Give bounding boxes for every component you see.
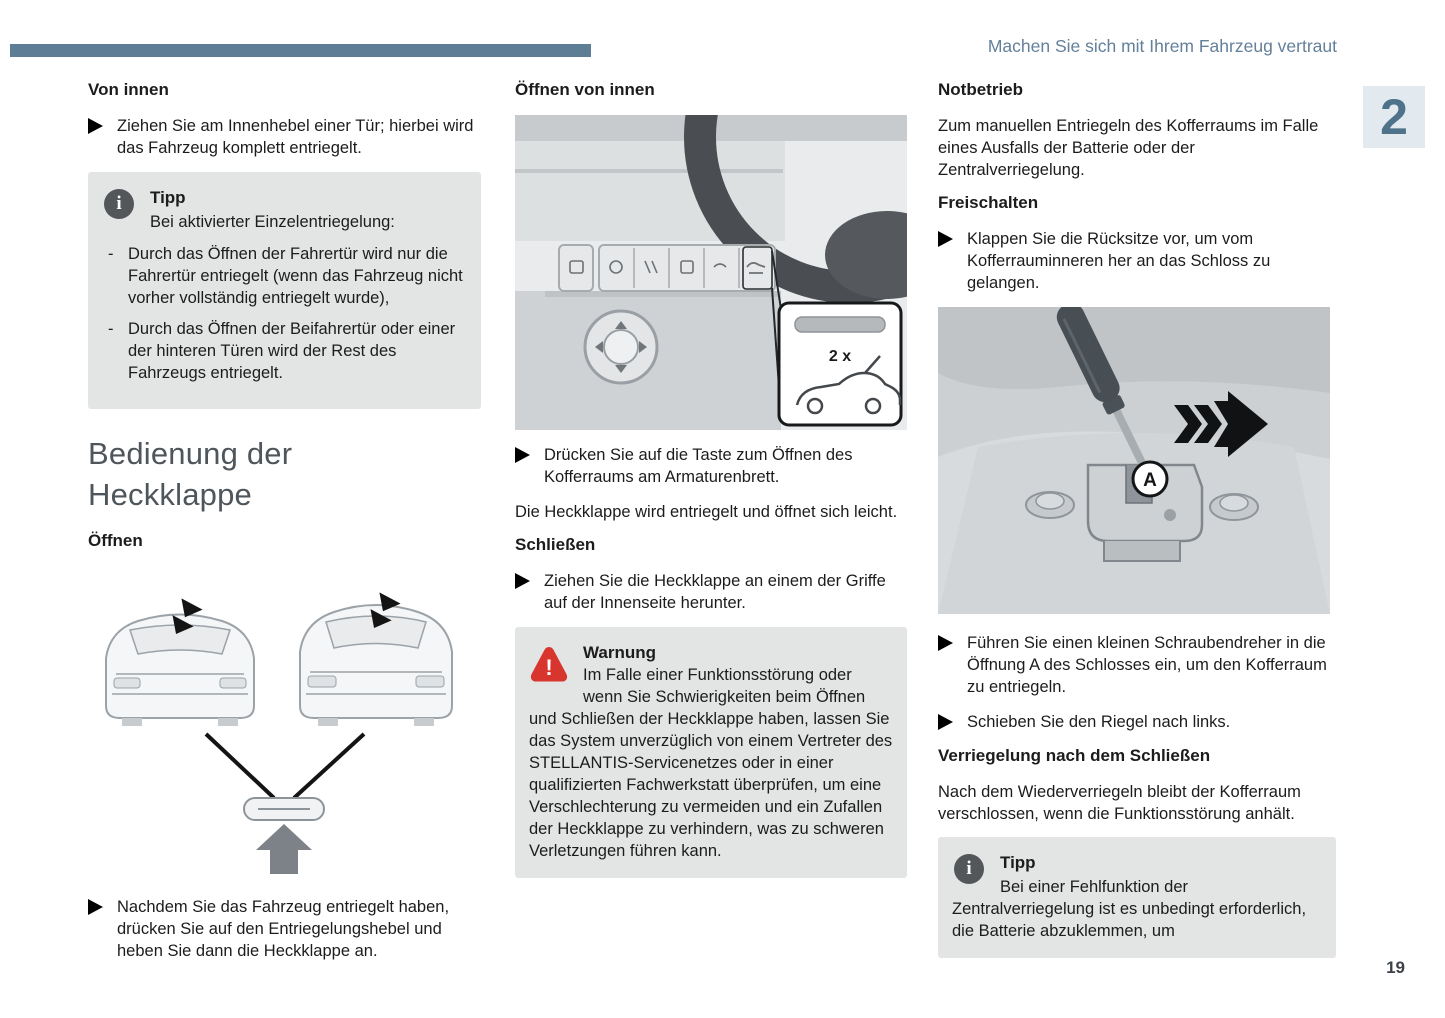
column-right bbox=[938, 80, 1336, 958]
info-icon: i bbox=[104, 189, 134, 219]
cars-remote-illustration bbox=[88, 566, 481, 882]
tip-list bbox=[102, 243, 467, 384]
tip-title: Tipp bbox=[1000, 853, 1036, 872]
chapter-number-tab: 2 bbox=[1363, 86, 1425, 148]
bullet-arrow-icon bbox=[938, 231, 953, 247]
warning-icon bbox=[529, 644, 569, 684]
dashboard-button-strip bbox=[559, 245, 775, 291]
bullet-text: Klappen Sie die Rücksitze vor, um vom Kofferrauminneren her an das Schloss zu gelangen. bbox=[967, 230, 1271, 292]
pointer-line bbox=[294, 734, 364, 798]
column-left bbox=[88, 80, 481, 975]
lock-illustration bbox=[938, 307, 1330, 614]
column-middle bbox=[515, 80, 907, 878]
section-title: Bedienung der Heckklappe bbox=[88, 436, 293, 512]
bullet-text: Nachdem Sie das Fahrzeug entriegelt haben, drücken Sie auf den Entriegelungshebel und heben Sie dann die Heckklappe an. bbox=[117, 898, 450, 960]
chapter-accent-bar bbox=[10, 44, 591, 57]
remote-button bbox=[244, 798, 324, 820]
tip-box bbox=[938, 837, 1336, 958]
bullet-arrow-icon bbox=[88, 118, 103, 134]
press-arrow-icon bbox=[256, 824, 312, 874]
bullet-arrow-icon bbox=[515, 447, 530, 463]
bullet-item bbox=[88, 115, 481, 159]
running-header: Machen Sie sich mit Ihrem Fahrzeug vertraut bbox=[987, 36, 1337, 56]
bullet-text: Führen Sie einen kleinen Schraubendreher in die Öffnung A des Schlosses ein, um den Kofferraum zu entriegeln. bbox=[967, 634, 1327, 696]
warning-glyph: ! bbox=[545, 655, 553, 680]
figure-tailgate-cars bbox=[88, 566, 481, 882]
heading-verriegelung: Verriegelung nach dem Schließen bbox=[938, 746, 1211, 765]
heading-von-innen: Von innen bbox=[88, 80, 169, 99]
tip-list-item: - Durch das Öffnen der Fahrertür wird nur die Fahrertür entriegelt (wenn das Fahrzeug nicht vorher vollständig entriegelt wurde), bbox=[102, 243, 467, 309]
bullet-item bbox=[938, 228, 1336, 294]
bullet-arrow-icon bbox=[938, 635, 953, 651]
bullet-item bbox=[515, 570, 907, 614]
tip-text: Bei einer Fehlfunktion der Zentralverriegelung ist es unbedingt erforderlich, die Batterie abzuklemmen, um bbox=[952, 878, 1307, 940]
warning-box bbox=[515, 627, 907, 878]
car-rear-left bbox=[106, 598, 254, 726]
bullet-text: Ziehen Sie die Heckklappe an einem der Griffe auf der Innenseite herunter. bbox=[544, 572, 886, 612]
pointer-line bbox=[206, 734, 274, 798]
label-a-text: A bbox=[1143, 470, 1157, 491]
bullet-item bbox=[88, 896, 481, 962]
callout-box bbox=[779, 303, 901, 425]
callout-press-count-label: 2 x bbox=[828, 348, 852, 365]
bullet-text: Ziehen Sie am Innenhebel einer Tür; hierbei wird das Fahrzeug komplett entriegelt. bbox=[117, 117, 474, 157]
paragraph: Zum manuellen Entriegeln des Kofferraums im Falle eines Ausfalls der Batterie oder der Zentralverriegelung. bbox=[938, 117, 1319, 179]
heading-notbetrieb: Notbetrieb bbox=[938, 80, 1023, 99]
bullet-arrow-icon bbox=[88, 899, 103, 915]
tip-title: Tipp bbox=[150, 188, 186, 207]
warning-text: Im Falle einer Funktionsstörung oder wenn Sie Schwierigkeiten beim Öffnen und Schließen der Heckklappe haben, lassen Sie das System unverzüglich von einem Vertreter des STELLANTIS-Servicenetzes oder in einer qualifizierten Fachwerkstatt überprüfen, um eine Verschlechterung zu vermeiden und ein Zufallen der Heckklappe zu verhindern, was zu schweren Verletzungen führen kann. bbox=[529, 666, 893, 860]
bullet-item bbox=[515, 444, 907, 488]
figure-lock-release bbox=[938, 307, 1336, 614]
bullet-text: Schieben Sie den Riegel nach links. bbox=[967, 713, 1231, 731]
tip-box bbox=[88, 172, 481, 409]
heading-oeffnen: Öffnen bbox=[88, 531, 143, 550]
bullet-item bbox=[938, 711, 1336, 733]
lock-opening-label bbox=[1133, 462, 1167, 496]
info-icon: i bbox=[954, 854, 984, 884]
heading-oeffnen-von-innen: Öffnen von innen bbox=[515, 80, 655, 99]
heading-schliessen: Schließen bbox=[515, 535, 596, 554]
rotary-knob bbox=[585, 311, 657, 383]
page-number: 19 bbox=[1386, 958, 1405, 977]
bullet-arrow-icon bbox=[515, 573, 530, 589]
figure-dashboard bbox=[515, 115, 907, 430]
bullet-item bbox=[938, 632, 1336, 698]
tip-intro: Bei aktivierter Einzelentriegelung: bbox=[150, 213, 395, 231]
paragraph: Die Heckklappe wird entriegelt und öffnet sich leicht. bbox=[515, 503, 898, 521]
warning-title: Warnung bbox=[583, 643, 657, 662]
paragraph: Nach dem Wiederverriegeln bleibt der Kofferraum verschlossen, wenn die Funktionsstörung anhält. bbox=[938, 783, 1301, 823]
car-rear-right bbox=[300, 592, 452, 726]
tip-list-item: - Durch das Öffnen der Beifahrertür oder einer der hinteren Türen wird der Rest des Fahrzeugs entriegelt. bbox=[102, 318, 467, 384]
dashboard-illustration bbox=[515, 115, 907, 430]
bullet-text: Drücken Sie auf die Taste zum Öffnen des Kofferraums am Armaturenbrett. bbox=[544, 446, 853, 486]
bullet-arrow-icon bbox=[938, 714, 953, 730]
heading-freischalten: Freischalten bbox=[938, 193, 1039, 212]
